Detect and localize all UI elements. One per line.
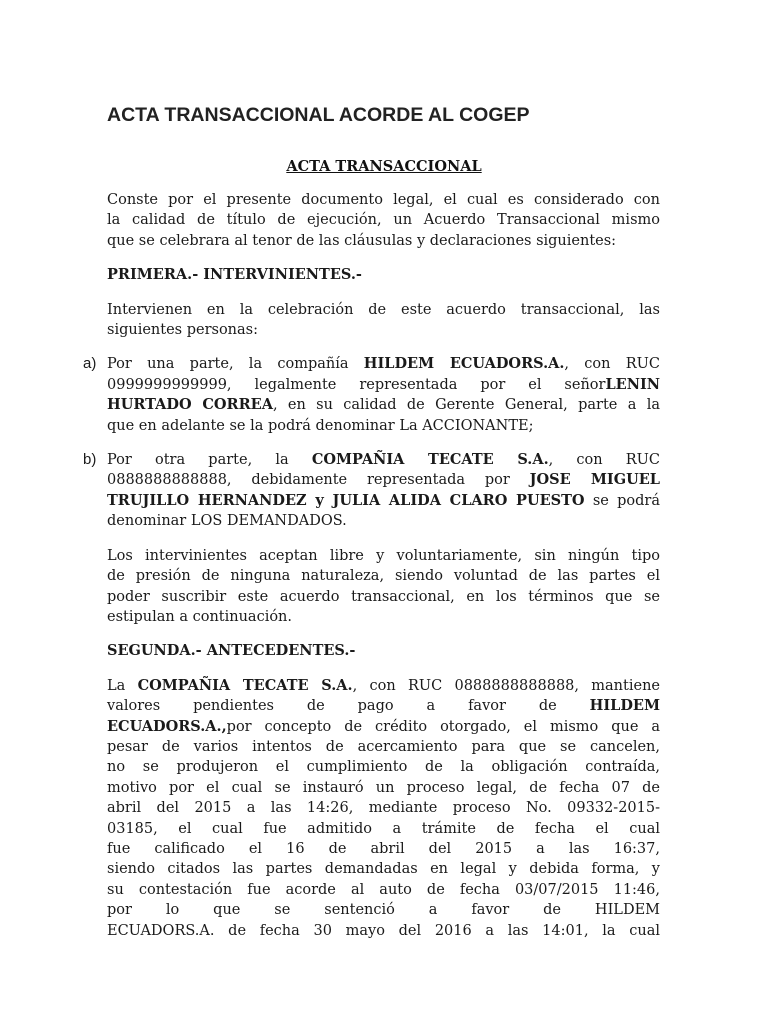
text-line: de presión de ninguna naturaleza, siendo voluntad de las partes el <box>107 568 660 585</box>
list-item-a <box>83 354 660 436</box>
text-line: 0999999999999, legalmente representada por el señorLENIN <box>107 375 660 393</box>
text-line: abril del 2015 a las 14:26, mediante proceso No. 09332-2015- <box>107 800 660 817</box>
text-line: 0888888888888, debidamente representada por JOSE MIGUEL <box>107 471 660 489</box>
text-line: su contestación fue acorde al auto de fecha 03/07/2015 11:46, <box>107 881 660 898</box>
text-line: motivo por el cual se instauró un proceso legal, de fecha 07 de <box>107 779 660 796</box>
text-line: ECUADORS.A. de fecha 30 mayo del 2016 a las 14:01, la cual <box>107 922 660 939</box>
text-line: La COMPAÑIA TECATE S.A., con RUC 0888888888888, mantiene <box>107 676 660 694</box>
text-line: que se celebrara al tenor de las cláusulas y declaraciones siguientes: <box>107 232 617 249</box>
text-line: pesar de varios intentos de acercamiento para que se cancelen, <box>107 738 660 755</box>
text-line: la calidad de título de ejecución, un Acuerdo Transaccional mismo <box>107 212 660 229</box>
antecedentes-paragraph <box>107 676 660 941</box>
text-line: fue calificado el 16 de abril del 2015 a las 16:37, <box>107 840 660 857</box>
text-line: Conste por el presente documento legal, el cual es considerado con <box>107 192 660 208</box>
text-line: valores pendientes de pago a favor de HILDEM <box>107 697 660 715</box>
section-heading-segunda: SEGUNDA.- ANTECEDENTES.- <box>107 642 356 660</box>
text-line: por lo que se sentenció a favor de HILDEM <box>107 902 660 919</box>
text-line: HURTADO CORREA, en su calidad de Gerente General, parte a la <box>107 396 660 414</box>
document-title: ACTA TRANSACCIONAL ACORDE AL COGEP <box>107 104 530 126</box>
list-marker: a) <box>83 355 97 373</box>
voluntad-paragraph <box>107 546 660 628</box>
text-line: denominar LOS DEMANDADOS. <box>107 513 347 530</box>
section-heading-primera: PRIMERA.- INTERVINIENTES.- <box>107 266 362 284</box>
document-body <box>83 190 660 955</box>
text-line: Los intervinientes aceptan libre y voluntariamente, sin ningún tipo <box>107 547 660 564</box>
list-item-b <box>83 450 660 532</box>
text-line: Intervienen en la celebración de este acuerdo transaccional, las <box>107 301 660 318</box>
text-line: que en adelante se la podrá denominar La ACCIONANTE; <box>107 417 534 434</box>
text-line: ECUADORS.A.,por concepto de crédito otorgado, el mismo que a <box>107 717 660 735</box>
list-marker: b) <box>83 451 97 469</box>
intervienen-paragraph <box>107 300 660 341</box>
text-line: Por otra parte, la COMPAÑIA TECATE S.A., con RUC <box>107 451 660 469</box>
text-line: estipulan a continuación. <box>107 608 293 625</box>
text-line: no se produjeron el cumplimiento de la obligación contraída, <box>107 759 660 776</box>
intro-paragraph <box>107 190 660 251</box>
text-line: siguientes personas: <box>107 322 258 339</box>
text-line: Por una parte, la compañía HILDEM ECUADORS.A., con RUC <box>107 355 660 373</box>
text-line: 03185, el cual fue admitido a trámite de fecha el cual <box>107 820 660 837</box>
text-line: TRUJILLO HERNANDEZ y JULIA ALIDA CLARO PUESTO se podrá <box>107 491 660 509</box>
document-subtitle: ACTA TRANSACCIONAL <box>286 158 482 175</box>
text-line: siendo citados las partes demandadas en legal y debida forma, y <box>107 861 660 878</box>
text-line: poder suscribir este acuerdo transaccional, en los términos que se <box>107 588 660 605</box>
